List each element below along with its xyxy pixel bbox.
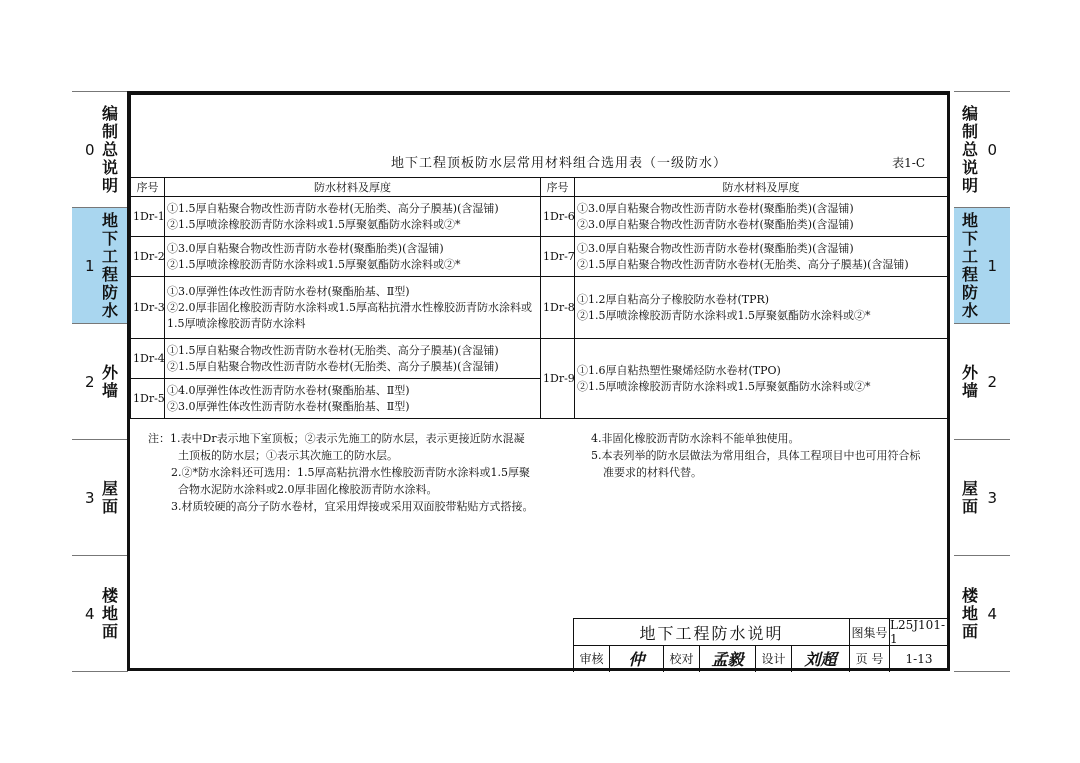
- sidebar-tab-1[interactable]: [72, 207, 128, 324]
- signature-text: 孟毅: [711, 650, 744, 669]
- material-line: ②1.5厚自粘聚合物改性沥青防水卷材(无胎类、高分子膜基)(含湿铺): [577, 257, 909, 271]
- material-line: ①4.0厚弹性体改性沥青防水卷材(聚酯胎基、Ⅱ型): [167, 383, 410, 397]
- note-line: 2.②*防水涂料还可选用：1.5厚高粘抗滑水性橡胶沥青防水涂料或1.5厚聚: [171, 466, 530, 479]
- page-label: 页 号: [850, 645, 890, 672]
- tab-number: 0: [987, 141, 997, 159]
- tab-number: 4: [85, 605, 95, 623]
- material-line: ①1.5厚自粘聚合物改性沥青防水卷材(无胎类、高分子膜基)(含湿铺): [167, 343, 499, 357]
- table-code: 表1-C: [892, 156, 925, 170]
- table-title: 地下工程顶板防水层常用材料组合选用表（一级防水）: [391, 156, 728, 171]
- tab-label: 楼地面: [961, 586, 978, 641]
- sidebar-tab-2[interactable]: [72, 323, 128, 440]
- tab-number: 3: [987, 489, 997, 507]
- sidebar-tab-4[interactable]: [954, 555, 1010, 672]
- tab-label: 外墙: [101, 363, 118, 400]
- review-signature: [610, 645, 664, 672]
- material-line: ①1.6厚自粘热塑性聚烯烃防水卷材(TPO): [577, 363, 781, 377]
- tab-label: 屋面: [101, 479, 118, 516]
- notes-right: [591, 430, 941, 481]
- tab-label: 地下工程防水: [961, 211, 978, 320]
- material-line: ①1.2厚自粘高分子橡胶防水卷材(TPR): [577, 292, 770, 306]
- divider: [72, 671, 128, 672]
- check-signature: [700, 645, 756, 672]
- design-signature: [792, 645, 850, 672]
- row-materials: [165, 197, 541, 237]
- tab-label: 外墙: [961, 363, 978, 400]
- material-line: ①3.0厚自粘聚合物改性沥青防水卷材(聚酯胎类)(含湿铺): [577, 241, 854, 255]
- signature-text: 仲: [628, 650, 645, 669]
- atlas-number: L25J101-1: [890, 618, 946, 646]
- title-block: [573, 618, 948, 672]
- material-line: ①3.0厚弹性体改性沥青防水卷材(聚酯胎基、Ⅱ型): [167, 284, 410, 298]
- row-materials: [575, 277, 948, 339]
- notes-left: [148, 430, 568, 515]
- tab-number: 2: [85, 373, 95, 391]
- review-label: 审核: [574, 645, 610, 672]
- tab-label: 地下工程防水: [101, 211, 118, 320]
- header-no: 序号: [131, 178, 165, 197]
- header-materials: 防水材料及厚度: [575, 178, 948, 197]
- row-code: 1Dr-3: [131, 277, 165, 339]
- table-row: [131, 237, 948, 277]
- divider: [954, 671, 1010, 672]
- material-line: ②1.5厚喷涂橡胶沥青防水涂料或1.5厚聚氨酯防水涂料或②*: [577, 379, 871, 393]
- row-materials: [165, 379, 541, 419]
- check-label: 校对: [664, 645, 700, 672]
- material-line: ①3.0厚自粘聚合物改性沥青防水卷材(聚酯胎类)(含湿铺): [167, 241, 444, 255]
- sidebar-tab-3[interactable]: [954, 439, 1010, 556]
- row-materials: [165, 237, 541, 277]
- tab-number: 0: [85, 141, 95, 159]
- atlas-label: 图集号: [850, 619, 890, 645]
- row-code: 1Dr-1: [131, 197, 165, 237]
- sidebar-tab-4[interactable]: [72, 555, 128, 672]
- materials-table: [130, 94, 948, 419]
- table-row: [131, 339, 948, 379]
- header-materials: 防水材料及厚度: [165, 178, 541, 197]
- tab-number: 3: [85, 489, 95, 507]
- sidebar-tab-0[interactable]: [72, 91, 128, 208]
- sidebar-tab-3[interactable]: [72, 439, 128, 556]
- tab-number: 1: [85, 257, 95, 275]
- signature-text: 刘超: [804, 650, 837, 669]
- note-line: 5.本表列举的防水层做法为常用组合，具体工程项目中也可用符合标: [591, 449, 921, 462]
- sidebar-tab-0[interactable]: [954, 91, 1010, 208]
- material-line: ①1.5厚自粘聚合物改性沥青防水卷材(无胎类、高分子膜基)(含湿铺): [167, 201, 499, 215]
- material-line: ②2.0厚非固化橡胶沥青防水涂料或1.5厚高粘抗滑水性橡胶沥青防水涂料或1.5厚喷涂橡胶沥青防水涂料: [167, 300, 532, 330]
- table-row: [131, 277, 948, 339]
- sidebar-tab-1[interactable]: [954, 207, 1010, 324]
- note-line: 3.材质较硬的高分子防水卷材，宜采用焊接或采用双面胶带粘贴方式搭接。: [171, 500, 534, 513]
- material-line: ②1.5厚喷涂橡胶沥青防水涂料或1.5厚聚氨酯防水涂料或②*: [167, 217, 461, 231]
- note-line: 土顶板的防水层；①表示其次施工的防水层。: [178, 449, 398, 462]
- material-line: ②1.5厚喷涂橡胶沥青防水涂料或1.5厚聚氨酯防水涂料或②*: [167, 257, 461, 271]
- tab-number: 2: [987, 373, 997, 391]
- row-code: 1Dr-9: [541, 339, 575, 419]
- sidebar-tab-2[interactable]: [954, 323, 1010, 440]
- row-materials: [575, 339, 948, 419]
- row-materials: [575, 237, 948, 277]
- design-label: 设计: [756, 645, 792, 672]
- row-code: 1Dr-2: [131, 237, 165, 277]
- tab-label: 编制总说明: [961, 104, 978, 195]
- table-row: [131, 197, 948, 237]
- row-materials: [575, 197, 948, 237]
- tab-label: 楼地面: [101, 586, 118, 641]
- header-no: 序号: [541, 178, 575, 197]
- material-line: ②1.5厚自粘聚合物改性沥青防水卷材(无胎类、高分子膜基)(含湿铺): [167, 359, 499, 373]
- material-line: ②3.0厚自粘聚合物改性沥青防水卷材(聚酯胎类)(含湿铺): [577, 217, 854, 231]
- note-line: 准要求的材料代替。: [603, 466, 702, 479]
- drawing-name: [574, 619, 850, 645]
- row-materials: [165, 277, 541, 339]
- tab-number: 4: [987, 605, 997, 623]
- tab-label: 屋面: [961, 479, 978, 516]
- tab-label: 编制总说明: [101, 104, 118, 195]
- row-code: 1Dr-4: [131, 339, 165, 379]
- row-code: 1Dr-7: [541, 237, 575, 277]
- tab-number: 1: [987, 257, 997, 275]
- material-line: ②1.5厚喷涂橡胶沥青防水涂料或1.5厚聚氨酯防水涂料或②*: [577, 308, 871, 322]
- material-line: ②3.0厚弹性体改性沥青防水卷材(聚酯胎基、Ⅱ型): [167, 399, 410, 413]
- note-line: 4.非固化橡胶沥青防水涂料不能单独使用。: [591, 432, 800, 445]
- page-number: 1-13: [905, 651, 933, 666]
- note-line: 合物水泥防水涂料或2.0厚非固化橡胶沥青防水涂料。: [178, 483, 438, 496]
- drawing-frame: [127, 91, 950, 671]
- row-code: 1Dr-5: [131, 379, 165, 419]
- drawing-name-text: 地下工程防水说明: [639, 623, 784, 643]
- row-code: 1Dr-8: [541, 277, 575, 339]
- material-line: ①3.0厚自粘聚合物改性沥青防水卷材(聚酯胎类)(含湿铺): [577, 201, 854, 215]
- row-materials: [165, 339, 541, 379]
- row-code: 1Dr-6: [541, 197, 575, 237]
- note-line: 注：1.表中Dr表示地下室顶板；②表示先施工的防水层，表示更接近防水混凝: [148, 432, 525, 445]
